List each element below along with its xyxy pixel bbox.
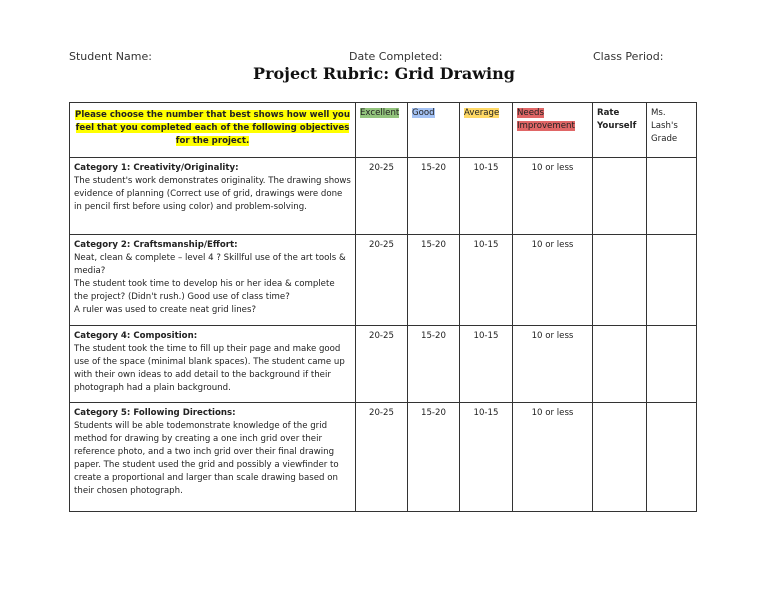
needs-improvement-score: 10 or less <box>513 235 593 326</box>
excellent-score: 20-25 <box>356 326 408 403</box>
excellent-score: 20-25 <box>356 403 408 512</box>
average-score: 10-15 <box>460 158 513 235</box>
header-rate-yourself: Rate Yourself <box>593 103 647 158</box>
category-title: Category 5: Following Directions: <box>74 408 236 418</box>
good-score: 15-20 <box>408 235 460 326</box>
category-cell <box>70 403 356 512</box>
rate-yourself-cell[interactable] <box>593 326 647 403</box>
category-description: The student took the time to fill up their page and make good use of the space (minimal blank spaces). The student came up with their own ideas to add detail to the background if their photograph had a plain background. <box>74 344 345 393</box>
excellent-score: 20-25 <box>356 235 408 326</box>
needs-improvement-label: Needs Improvement <box>517 108 575 131</box>
category-description: Neat, clean & complete – level 4 ? Skillful use of the art tools & media? <box>74 253 346 276</box>
table-row <box>70 326 697 403</box>
category-cell <box>70 326 356 403</box>
category-description: The student took time to develop his or her idea & complete the project? (Didn't rush.) Good use of class time? <box>74 279 335 302</box>
category-title: Category 2: Craftsmanship/Effort: <box>74 240 238 250</box>
table-row <box>70 403 697 512</box>
needs-improvement-score: 10 or less <box>513 326 593 403</box>
category-description: A ruler was used to create neat grid lines? <box>74 305 257 315</box>
category-cell <box>70 158 356 235</box>
table-row <box>70 158 697 235</box>
table-row <box>70 235 697 326</box>
average-label: Average <box>464 108 500 118</box>
needs-improvement-score: 10 or less <box>513 403 593 512</box>
good-score: 15-20 <box>408 403 460 512</box>
rate-yourself-cell[interactable] <box>593 403 647 512</box>
average-score: 10-15 <box>460 326 513 403</box>
student-name-label: Student Name: <box>69 50 152 63</box>
instruction-text: Please choose the number that best shows how well you feel that you completed each of the following objectives for the project. <box>75 110 350 146</box>
instruction-cell <box>70 103 356 158</box>
category-description: Students will be able todemonstrate knowledge of the grid method for drawing by creating a one inch grid over their reference photo, and a two inch grid over their final drawing paper. The student used the grid and possibly a viewfinder to create a proportional and larger than scale drawing based on their chosen photograph. <box>74 421 339 496</box>
category-description: The student's work demonstrates originality. The drawing shows evidence of planning (Correct use of grid, drawings were done in pencil first before using color) and problem-solving. <box>74 176 351 212</box>
header-excellent <box>356 103 408 158</box>
category-title: Category 1: Creativity/Originality: <box>74 163 239 173</box>
rate-yourself-cell[interactable] <box>593 158 647 235</box>
teacher-grade-cell <box>647 326 697 403</box>
excellent-label: Excellent <box>360 108 400 118</box>
rubric-table <box>69 102 697 512</box>
good-score: 15-20 <box>408 326 460 403</box>
average-score: 10-15 <box>460 403 513 512</box>
good-score: 15-20 <box>408 158 460 235</box>
average-score: 10-15 <box>460 235 513 326</box>
excellent-score: 20-25 <box>356 158 408 235</box>
teacher-grade-cell <box>647 158 697 235</box>
header-needs-improvement <box>513 103 593 158</box>
page-title: Project Rubric: Grid Drawing <box>253 64 515 83</box>
category-title: Category 4: Composition: <box>74 331 198 341</box>
table-header-row <box>70 103 697 158</box>
needs-improvement-score: 10 or less <box>513 158 593 235</box>
header-good <box>408 103 460 158</box>
teacher-grade-cell <box>647 403 697 512</box>
header-teacher-grade: Ms. Lash's Grade <box>647 103 697 158</box>
good-label: Good <box>412 108 435 118</box>
date-completed-label: Date Completed: <box>349 50 443 63</box>
rate-yourself-cell[interactable] <box>593 235 647 326</box>
header-average <box>460 103 513 158</box>
category-cell <box>70 235 356 326</box>
teacher-grade-cell <box>647 235 697 326</box>
class-period-label: Class Period: <box>593 50 664 63</box>
